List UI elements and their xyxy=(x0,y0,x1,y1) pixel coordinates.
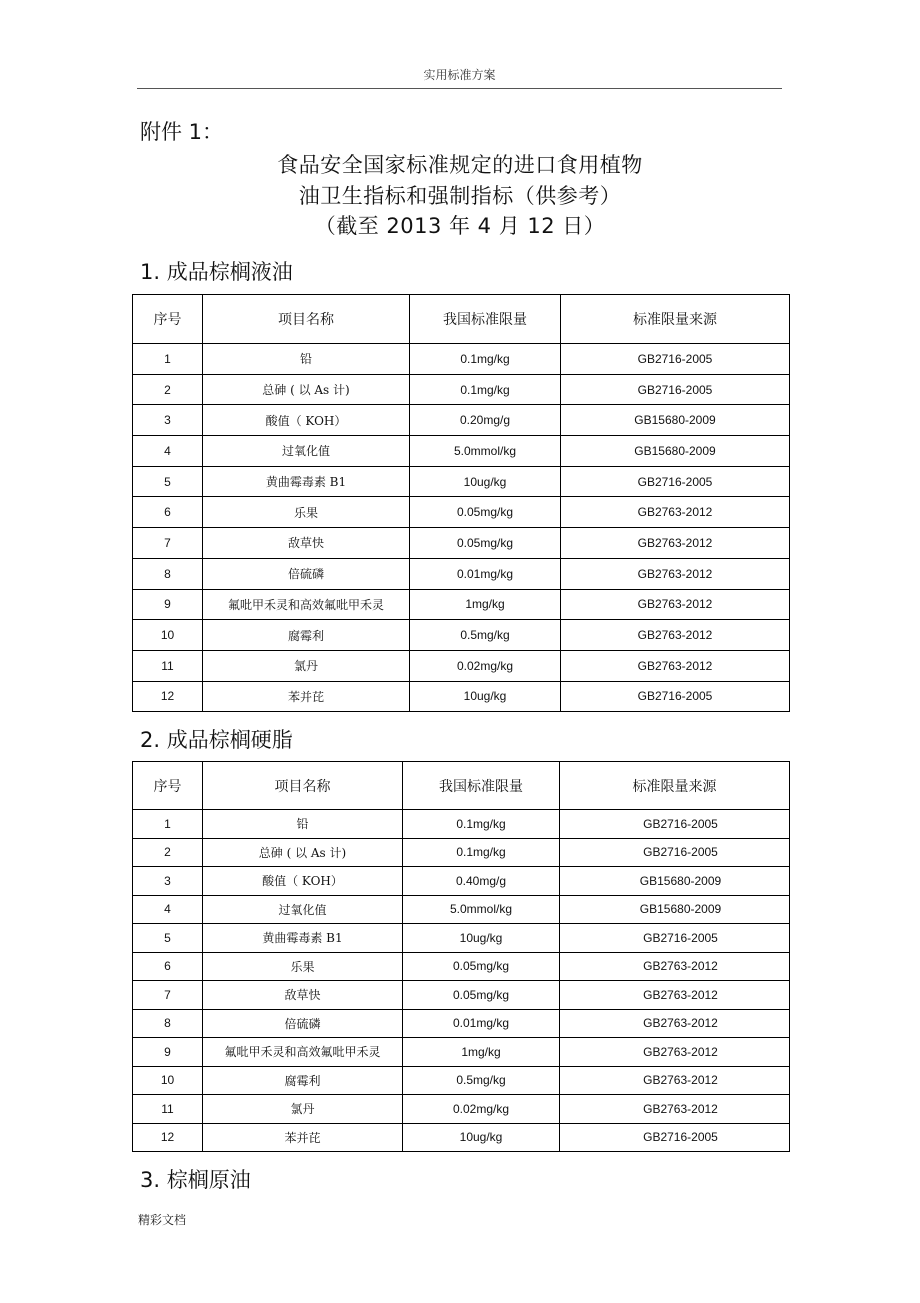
document-title-line-3: （截至 2013 年 4 月 12 日） xyxy=(314,214,606,238)
table-row xyxy=(133,895,790,924)
cell-item-name: 氯丹 xyxy=(203,1095,403,1124)
cell-source: GB15680-2009 xyxy=(560,867,790,896)
cell-item-name: 总砷 ( 以 As 计) xyxy=(203,838,403,867)
cell-index: 12 xyxy=(133,681,203,712)
table-row xyxy=(133,810,790,839)
cell-source: GB15680-2009 xyxy=(561,405,790,436)
table-row xyxy=(133,924,790,953)
cell-index: 1 xyxy=(133,810,203,839)
cell-limit: 10ug/kg xyxy=(403,924,560,953)
cell-item-name: 铅 xyxy=(203,810,403,839)
cell-source: GB2763-2012 xyxy=(560,981,790,1010)
document-title-line-2: 油卫生指标和强制指标（供参考） xyxy=(298,184,622,208)
cell-index: 5 xyxy=(133,924,203,953)
cell-item-name: 黄曲霉毒素 B1 xyxy=(203,466,410,497)
cell-limit: 0.01mg/kg xyxy=(403,1009,560,1038)
cell-limit: 0.05mg/kg xyxy=(410,528,561,559)
table-row xyxy=(133,528,790,559)
cell-item-name: 乐果 xyxy=(203,952,403,981)
cell-item-name: 铅 xyxy=(203,344,410,375)
cell-index: 8 xyxy=(133,1009,203,1038)
cell-index: 10 xyxy=(133,620,203,651)
cell-source: GB2763-2012 xyxy=(560,1009,790,1038)
cell-source: GB2763-2012 xyxy=(561,558,790,589)
cell-source: GB2716-2005 xyxy=(560,1123,790,1152)
cell-item-name: 氯丹 xyxy=(203,650,410,681)
section-1-heading: 1. 成品棕榈液油 xyxy=(140,260,293,284)
table-row xyxy=(133,620,790,651)
table-row xyxy=(133,867,790,896)
table-row xyxy=(133,374,790,405)
cell-item-name: 氟吡甲禾灵和高效氟吡甲禾灵 xyxy=(203,589,410,620)
column-header-limit: 我国标准限量 xyxy=(403,762,560,810)
cell-index: 11 xyxy=(133,1095,203,1124)
cell-item-name: 敌草快 xyxy=(203,528,410,559)
cell-index: 5 xyxy=(133,466,203,497)
cell-source: GB2716-2005 xyxy=(561,681,790,712)
cell-item-name: 倍硫磷 xyxy=(203,1009,403,1038)
cell-item-name: 倍硫磷 xyxy=(203,558,410,589)
cell-limit: 0.1mg/kg xyxy=(410,344,561,375)
cell-item-name: 苯并芘 xyxy=(203,1123,403,1152)
document-title-line-1: 食品安全国家标准规定的进口食用植物 xyxy=(277,153,643,177)
cell-limit: 1mg/kg xyxy=(403,1038,560,1067)
table-row xyxy=(133,558,790,589)
column-header-item: 项目名称 xyxy=(203,762,403,810)
cell-limit: 0.01mg/kg xyxy=(410,558,561,589)
table-row xyxy=(133,589,790,620)
cell-index: 3 xyxy=(133,867,203,896)
cell-limit: 0.1mg/kg xyxy=(410,374,561,405)
table-row xyxy=(133,344,790,375)
cell-source: GB2763-2012 xyxy=(561,650,790,681)
cell-item-name: 腐霉利 xyxy=(203,620,410,651)
cell-source: GB2763-2012 xyxy=(561,528,790,559)
cell-item-name: 酸值（ KOH） xyxy=(203,405,410,436)
table-row xyxy=(133,405,790,436)
cell-source: GB2763-2012 xyxy=(560,1095,790,1124)
cell-limit: 1mg/kg xyxy=(410,589,561,620)
cell-source: GB2763-2012 xyxy=(560,1066,790,1095)
cell-index: 4 xyxy=(133,895,203,924)
cell-index: 7 xyxy=(133,981,203,1010)
cell-item-name: 氟吡甲禾灵和高效氟吡甲禾灵 xyxy=(203,1038,403,1067)
cell-source: GB2716-2005 xyxy=(560,838,790,867)
cell-limit: 0.5mg/kg xyxy=(403,1066,560,1095)
cell-index: 10 xyxy=(133,1066,203,1095)
column-header-index: 序号 xyxy=(133,762,203,810)
cell-source: GB2716-2005 xyxy=(561,466,790,497)
table-row xyxy=(133,466,790,497)
cell-item-name: 腐霉利 xyxy=(203,1066,403,1095)
cell-source: GB2763-2012 xyxy=(561,497,790,528)
cell-limit: 10ug/kg xyxy=(410,681,561,712)
cell-limit: 10ug/kg xyxy=(410,466,561,497)
cell-item-name: 苯并芘 xyxy=(203,681,410,712)
cell-source: GB2716-2005 xyxy=(560,924,790,953)
cell-limit: 0.02mg/kg xyxy=(403,1095,560,1124)
column-header-source: 标准限量来源 xyxy=(561,295,790,344)
annex-label: 附件 1： xyxy=(140,120,224,144)
cell-index: 6 xyxy=(133,497,203,528)
table-header-row xyxy=(133,295,790,344)
cell-index: 7 xyxy=(133,528,203,559)
cell-limit: 5.0mmol/kg xyxy=(410,436,561,467)
cell-item-name: 过氧化值 xyxy=(203,436,410,467)
column-header-source: 标准限量来源 xyxy=(560,762,790,810)
table-header-row xyxy=(133,762,790,810)
cell-limit: 0.05mg/kg xyxy=(403,952,560,981)
cell-item-name: 黄曲霉毒素 B1 xyxy=(203,924,403,953)
table-row xyxy=(133,1123,790,1152)
header-divider xyxy=(137,88,782,89)
cell-index: 2 xyxy=(133,374,203,405)
cell-index: 6 xyxy=(133,952,203,981)
cell-source: GB2716-2005 xyxy=(560,810,790,839)
cell-index: 1 xyxy=(133,344,203,375)
cell-limit: 0.05mg/kg xyxy=(410,497,561,528)
table-row xyxy=(133,497,790,528)
cell-index: 9 xyxy=(133,1038,203,1067)
table-row xyxy=(133,981,790,1010)
cell-index: 11 xyxy=(133,650,203,681)
cell-source: GB2716-2005 xyxy=(561,374,790,405)
cell-source: GB15680-2009 xyxy=(561,436,790,467)
table-row xyxy=(133,952,790,981)
cell-index: 12 xyxy=(133,1123,203,1152)
cell-limit: 0.40mg/g xyxy=(403,867,560,896)
cell-limit: 0.5mg/kg xyxy=(410,620,561,651)
table-row xyxy=(133,681,790,712)
cell-index: 4 xyxy=(133,436,203,467)
cell-item-name: 酸值（ KOH） xyxy=(203,867,403,896)
table-row xyxy=(133,1066,790,1095)
table-row xyxy=(133,1038,790,1067)
cell-source: GB2763-2012 xyxy=(561,620,790,651)
cell-index: 2 xyxy=(133,838,203,867)
cell-source: GB2763-2012 xyxy=(561,589,790,620)
cell-limit: 0.1mg/kg xyxy=(403,838,560,867)
cell-limit: 5.0mmol/kg xyxy=(403,895,560,924)
table-row xyxy=(133,1095,790,1124)
column-header-limit: 我国标准限量 xyxy=(410,295,561,344)
cell-item-name: 过氧化值 xyxy=(203,895,403,924)
palm-stearin-spec-table xyxy=(132,761,790,1152)
section-2-heading: 2. 成品棕榈硬脂 xyxy=(140,728,293,752)
cell-index: 3 xyxy=(133,405,203,436)
cell-source: GB2763-2012 xyxy=(560,1038,790,1067)
page-header: 实用标准方案 xyxy=(423,68,496,82)
table-row xyxy=(133,650,790,681)
table-row xyxy=(133,1009,790,1038)
table-row xyxy=(133,436,790,467)
cell-source: GB15680-2009 xyxy=(560,895,790,924)
cell-item-name: 总砷 ( 以 As 计) xyxy=(203,374,410,405)
cell-item-name: 乐果 xyxy=(203,497,410,528)
cell-limit: 0.1mg/kg xyxy=(403,810,560,839)
section-3-heading: 3. 棕榈原油 xyxy=(140,1168,251,1192)
cell-item-name: 敌草快 xyxy=(203,981,403,1010)
cell-limit: 10ug/kg xyxy=(403,1123,560,1152)
cell-limit: 0.02mg/kg xyxy=(410,650,561,681)
column-header-item: 项目名称 xyxy=(203,295,410,344)
column-header-index: 序号 xyxy=(133,295,203,344)
cell-index: 9 xyxy=(133,589,203,620)
palm-olein-spec-table xyxy=(132,294,790,712)
page-footer: 精彩文档 xyxy=(138,1213,187,1227)
table-row xyxy=(133,838,790,867)
cell-limit: 0.20mg/g xyxy=(410,405,561,436)
cell-source: GB2716-2005 xyxy=(561,344,790,375)
cell-index: 8 xyxy=(133,558,203,589)
cell-source: GB2763-2012 xyxy=(560,952,790,981)
cell-limit: 0.05mg/kg xyxy=(403,981,560,1010)
